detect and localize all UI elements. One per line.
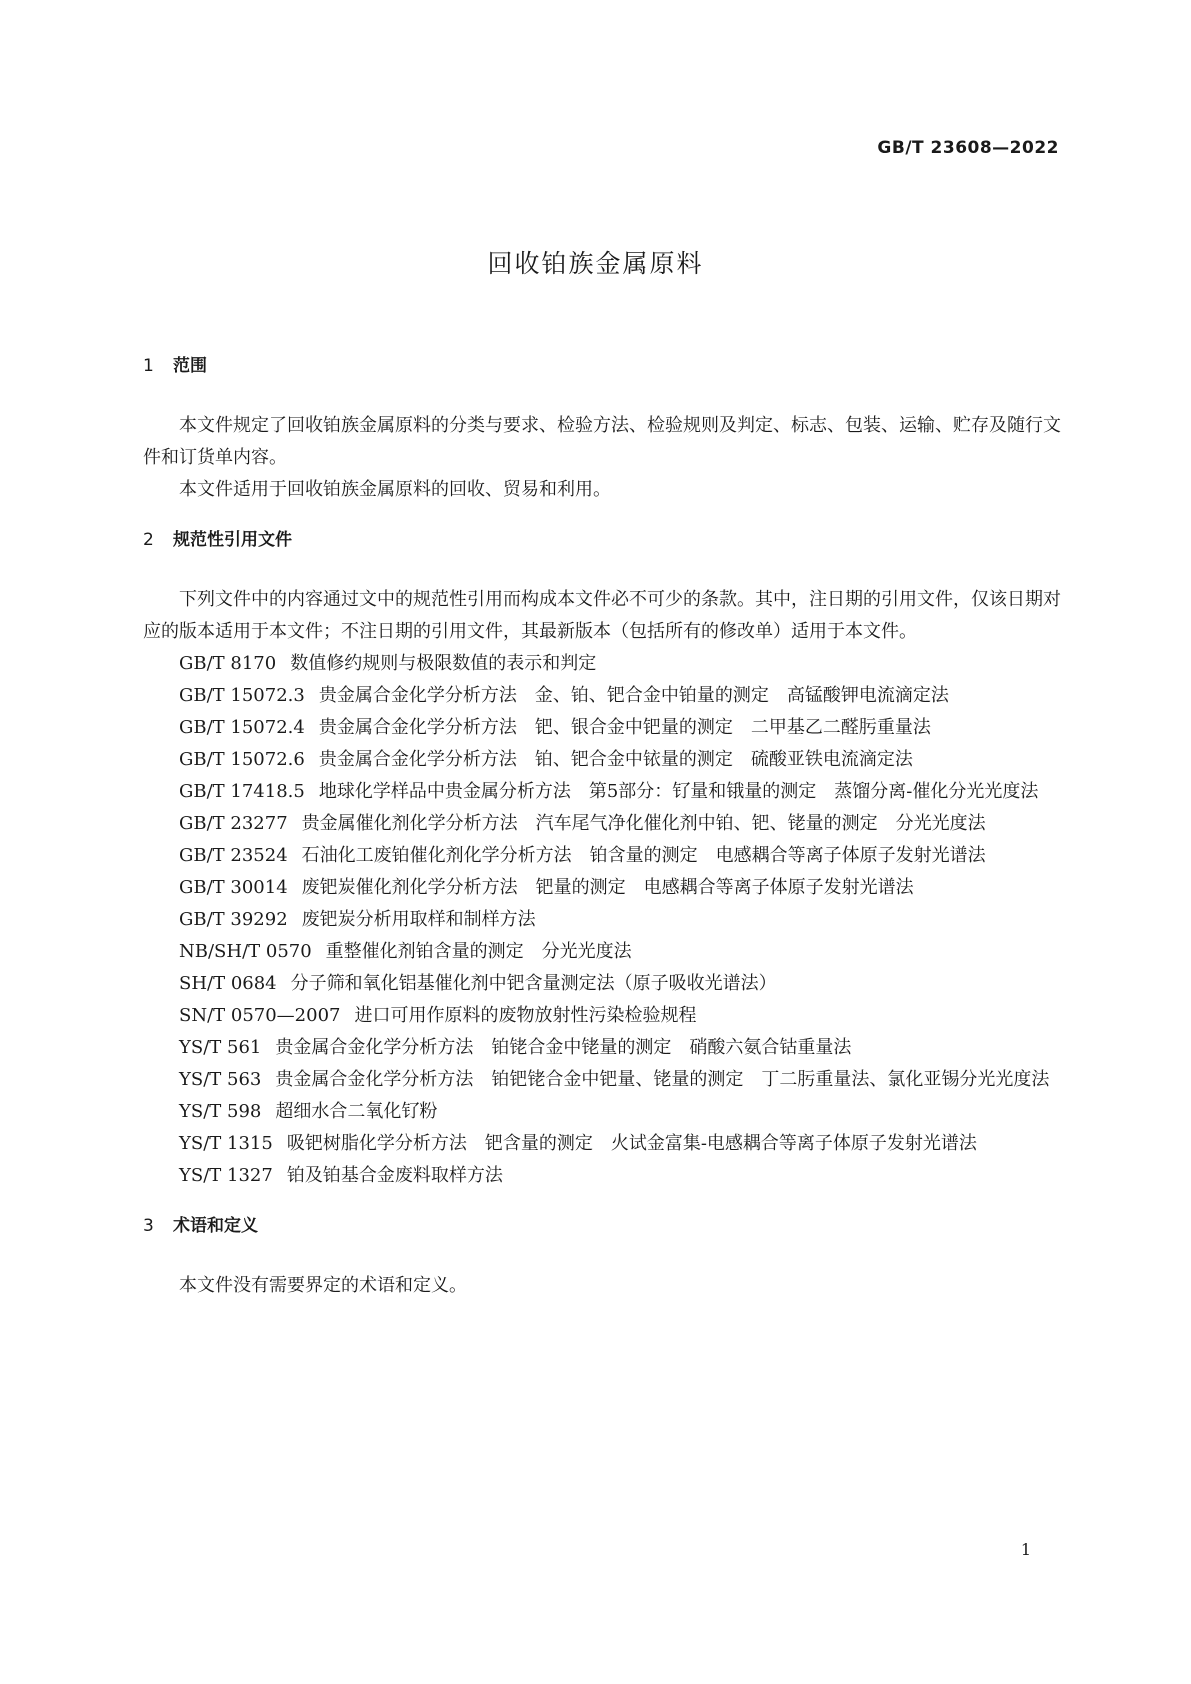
reference-code: SH/T 0684	[179, 973, 277, 994]
reference-title: 重整催化剂铂含量的测定 分光光度法	[325, 941, 632, 962]
section-heading-normative-references	[143, 528, 1061, 552]
reference-item	[143, 840, 1061, 872]
reference-code: NB/SH/T 0570	[179, 941, 312, 962]
reference-title: 贵金属合金化学分析方法 钯、银合金中钯量的测定 二甲基乙二醛肟重量法	[318, 717, 931, 738]
reference-item	[143, 808, 1061, 840]
reference-title: 地球化学样品中贵金属分析方法 第5部分：钌量和锇量的测定 蒸馏分离-催化分光光度法	[318, 781, 1039, 802]
reference-code: YS/T 561	[179, 1037, 262, 1058]
reference-code: YS/T 598	[179, 1101, 262, 1122]
reference-item	[143, 968, 1061, 1000]
paragraph: 本文件适用于回收铂族金属原料的回收、贸易和利用。	[179, 479, 611, 500]
reference-item	[143, 1000, 1061, 1032]
reference-code: GB/T 15072.4	[179, 717, 305, 738]
section-number: 1	[143, 356, 154, 376]
reference-code: GB/T 23524	[179, 845, 288, 866]
reference-code: GB/T 30014	[179, 877, 288, 898]
reference-code: GB/T 23277	[179, 813, 288, 834]
reference-item	[143, 1160, 1061, 1192]
paragraph: 本文件规定了回收铂族金属原料的分类与要求、检验方法、检验规则及判定、标志、包装、运输、贮存及随行文件和订货单内容。	[143, 415, 1061, 468]
reference-item	[143, 936, 1061, 968]
reference-code: GB/T 8170	[179, 653, 277, 674]
reference-item	[143, 744, 1061, 776]
reference-title: 石油化工废铂催化剂化学分析方法 铂含量的测定 电感耦合等离子体原子发射光谱法	[301, 845, 986, 866]
reference-title: 贵金属合金化学分析方法 铂、钯合金中铱量的测定 硫酸亚铁电流滴定法	[318, 749, 913, 770]
reference-title: 分子筛和氧化铝基催化剂中钯含量测定法（原子吸收光谱法）	[290, 973, 777, 994]
section-number: 2	[143, 530, 154, 550]
reference-item	[143, 1032, 1061, 1064]
document-body	[143, 354, 1061, 1302]
reference-item	[143, 1064, 1061, 1096]
reference-code: GB/T 17418.5	[179, 781, 305, 802]
paragraph: 本文件没有需要界定的术语和定义。	[179, 1275, 467, 1296]
reference-item	[143, 776, 1061, 808]
section-number: 3	[143, 1216, 154, 1236]
reference-item	[143, 680, 1061, 712]
reference-title: 数值修约规则与极限数值的表示和判定	[290, 653, 597, 674]
reference-item	[143, 1128, 1061, 1160]
reference-code: GB/T 15072.3	[179, 685, 305, 706]
section-title: 范围	[173, 356, 207, 376]
reference-code: SN/T 0570—2007	[179, 1005, 341, 1026]
reference-title: 贵金属合金化学分析方法 铂钯铑合金中钯量、铑量的测定 丁二肟重量法、氯化亚锡分光光度法	[275, 1069, 1050, 1090]
reference-code: GB/T 39292	[179, 909, 288, 930]
reference-item	[143, 1096, 1061, 1128]
document-title: 回收铂族金属原料	[487, 249, 704, 278]
reference-title: 超细水合二氧化钌粉	[275, 1101, 438, 1122]
reference-title: 贵金属合金化学分析方法 金、铂、钯合金中铂量的测定 高锰酸钾电流滴定法	[318, 685, 949, 706]
section-title: 规范性引用文件	[173, 530, 292, 550]
reference-title: 铂及铂基合金废料取样方法	[286, 1165, 503, 1186]
reference-title: 废钯炭分析用取样和制样方法	[301, 909, 536, 930]
section-heading-terms-and-definitions	[143, 1214, 1061, 1238]
reference-item	[143, 904, 1061, 936]
page-number: 1	[1020, 1540, 1031, 1559]
reference-title: 废钯炭催化剂化学分析方法 钯量的测定 电感耦合等离子体原子发射光谱法	[301, 877, 914, 898]
standard-number: GB/T 23608—2022	[877, 138, 1059, 158]
reference-code: GB/T 15072.6	[179, 749, 305, 770]
reference-code: YS/T 563	[179, 1069, 262, 1090]
reference-item	[143, 648, 1061, 680]
reference-item	[143, 872, 1061, 904]
reference-code: YS/T 1315	[179, 1133, 273, 1154]
reference-item	[143, 712, 1061, 744]
section-title: 术语和定义	[173, 1216, 258, 1236]
reference-code: YS/T 1327	[179, 1165, 273, 1186]
reference-title: 贵金属合金化学分析方法 铂铑合金中铑量的测定 硝酸六氨合钴重量法	[275, 1037, 852, 1058]
reference-title: 进口可用作原料的废物放射性污染检验规程	[354, 1005, 697, 1026]
reference-title: 吸钯树脂化学分析方法 钯含量的测定 火试金富集-电感耦合等离子体原子发射光谱法	[286, 1133, 977, 1154]
reference-title: 贵金属催化剂化学分析方法 汽车尾气净化催化剂中铂、钯、铑量的测定 分光光度法	[301, 813, 986, 834]
paragraph: 下列文件中的内容通过文中的规范性引用而构成本文件必不可少的条款。其中，注日期的引用文件，仅该日期对应的版本适用于本文件；不注日期的引用文件，其最新版本（包括所有的修改单）适用于本文件。	[143, 589, 1061, 642]
section-heading-scope	[143, 354, 1061, 378]
